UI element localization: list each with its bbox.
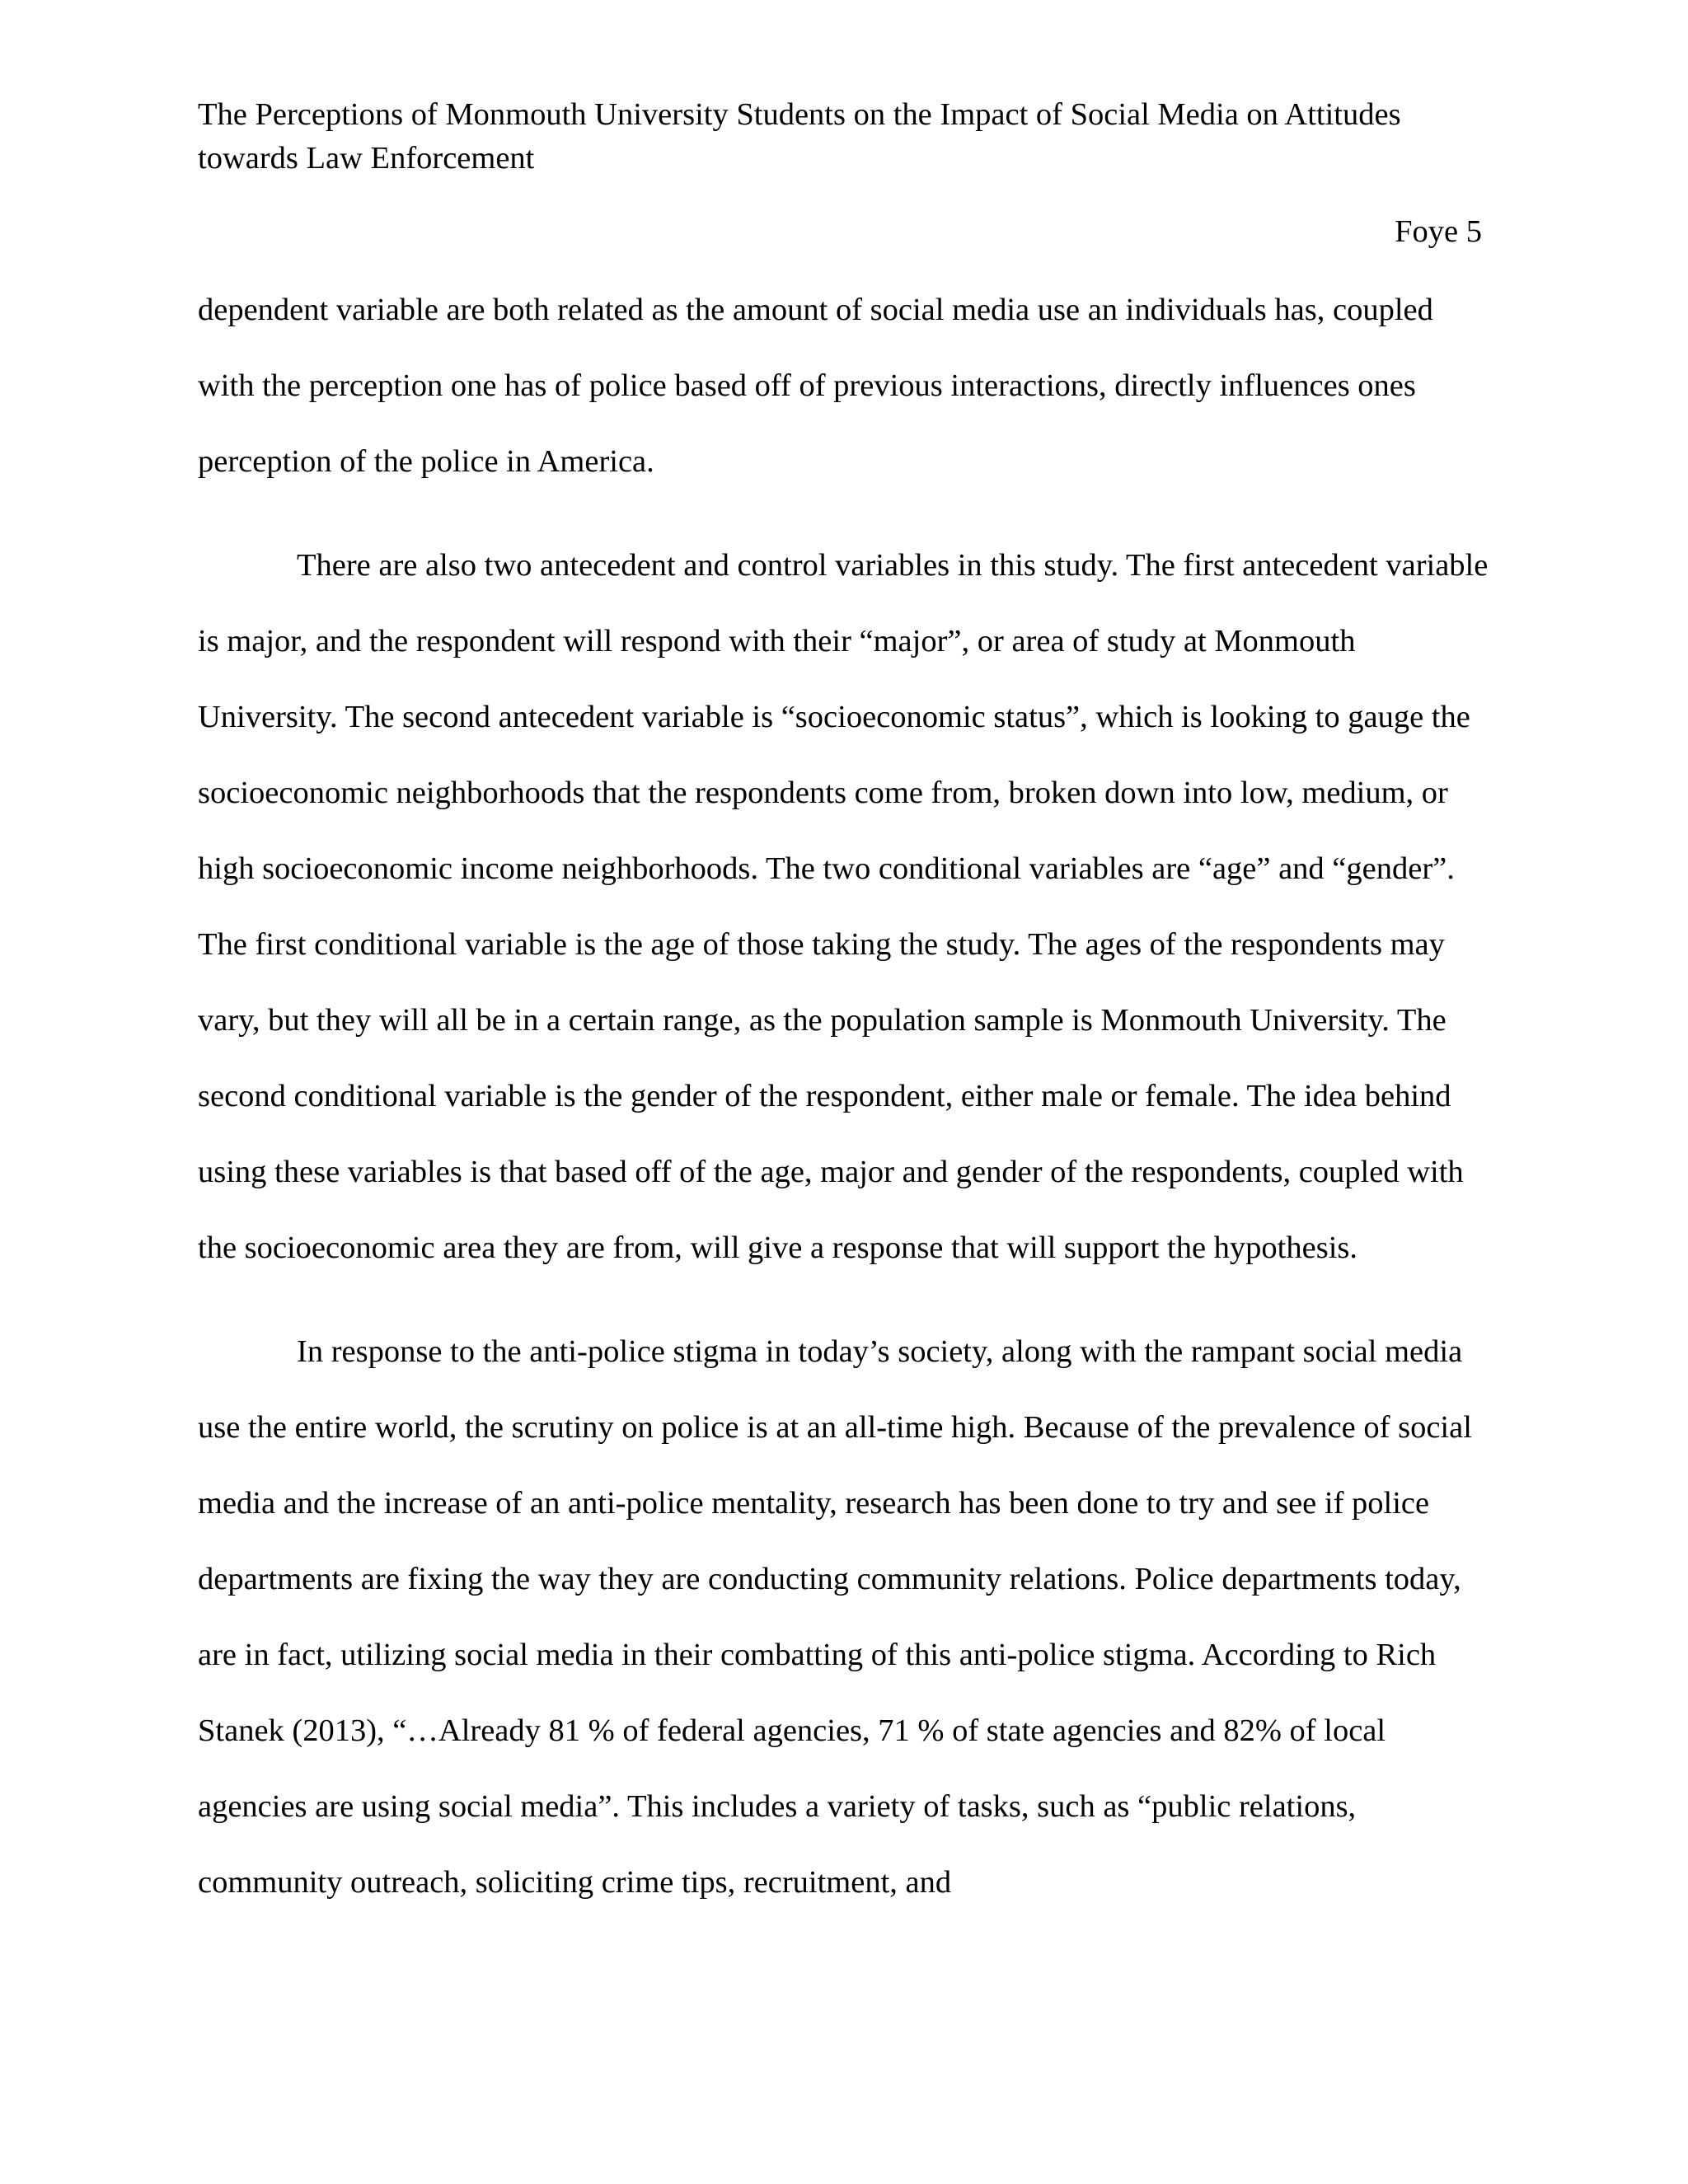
paragraph-variables: There are also two antecedent and control variables in this study. The first antecedent variable is major, and the respondent will respond with their “major”, or area of study at Monmouth University. The second antecedent variable is “socioeconomic status”, which is looking to gauge the socioeconomic neighborhoods that the respondents come from, broken down into low, medium, or high socioeconomic income neighborhoods. The two conditional variables are “age” and “gender”. The first conditional variable is the age of those taking the study. The ages of the respondents may vary, but they will all be in a certain range, as the population sample is Monmouth University. The second conditional variable is the gender of the respondent, either male or female. The idea behind using these variables is that based off of the age, major and gender of the respondents, coupled with the socioeconomic area they are from, will give a response that will support the hypothesis. (198, 548, 1489, 1265)
running-head-title: The Perceptions of Monmouth University Students on the Impact of Social Media on Attitudes towards Law Enforcement (198, 97, 1401, 176)
body-text (198, 272, 1496, 1920)
paragraph-continued: dependent variable are both related as the amount of social media use an individuals has, coupled with the perception one has of police based off of previous interactions, directly influences ones perception of the police in America. (198, 293, 1433, 479)
paragraph-social-media-policing: In response to the anti-police stigma in today’s society, along with the rampant social media use the entire world, the scrutiny on police is at an all-time high. Because of the prevalence of social media and the increase of an anti-police mentality, research has been done to try and see if police departments are fixing the way they are conducting community relations. Police departments today, are in fact, utilizing social media in their combatting of this anti-police stigma. According to Rich Stanek (2013), “…Already 81 % of federal agencies, 71 % of state agencies and 82% of local agencies are using social media”. This includes a variety of tasks, such as “public relations, community outreach, soliciting crime tips, recruitment, and (198, 1334, 1472, 1900)
page-number: Foye 5 (1395, 214, 1482, 249)
